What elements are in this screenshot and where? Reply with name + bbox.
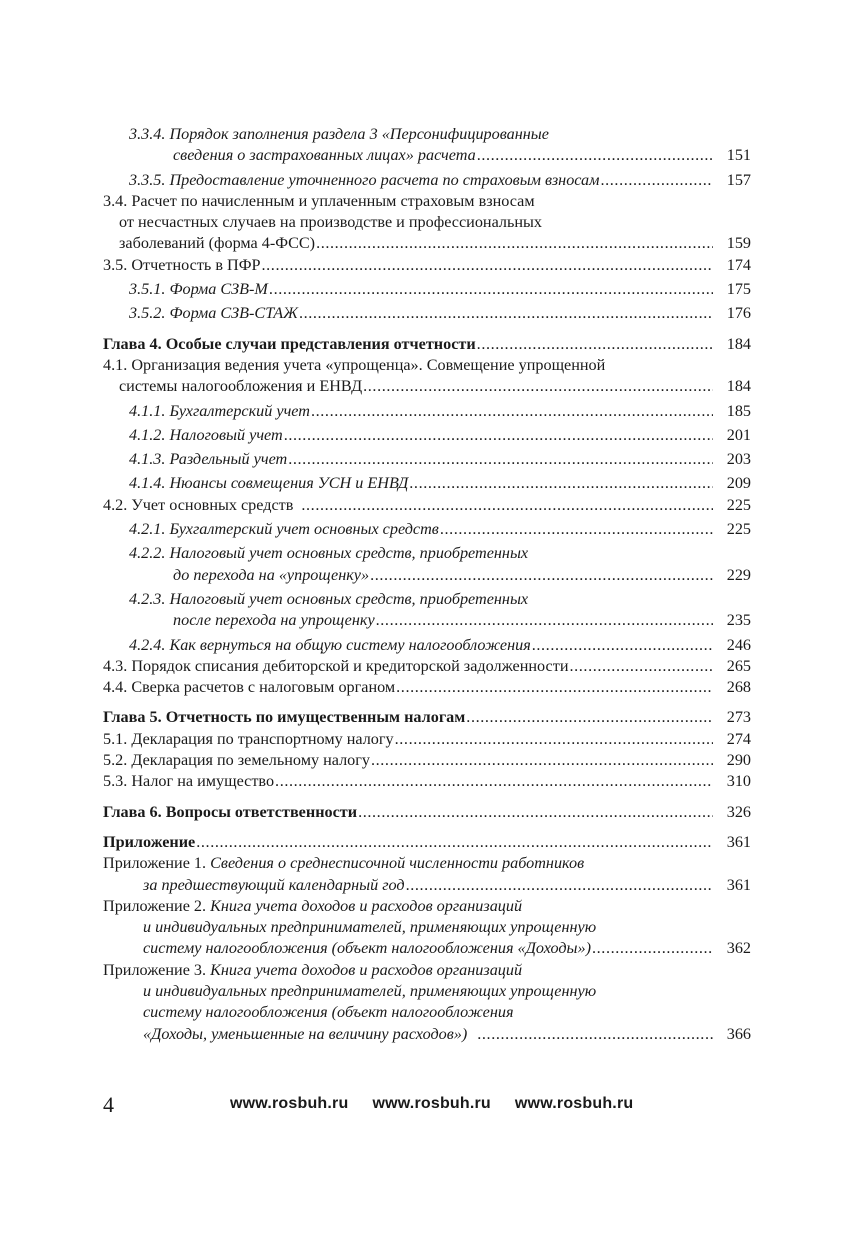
toc-entry-title: 4.2.1. Бухгалтерский учет основных средств [129, 520, 439, 539]
toc-chapter [103, 832, 751, 853]
toc-entry [103, 401, 751, 422]
toc-entry-title: системы налогообложения и ЕНВД [119, 377, 363, 396]
footer-url: www.rosbuh.ru [514, 1095, 634, 1112]
toc-page-number: 209 [726, 474, 751, 493]
toc-entry-title: 4.2. Учет основных средств [103, 495, 294, 514]
toc-entry-title: Книга учета доходов и расходов организаций [210, 896, 523, 915]
toc-entry [103, 635, 751, 656]
toc-chapter [103, 334, 751, 355]
toc-entry-title: 4.1.4. Нюансы совмещения УСН и ЕНВД [129, 474, 409, 493]
toc-entry-title: 4.3. Порядок списания дебиторской и кредиторской задолженности [103, 656, 569, 675]
toc-entry-title: 4.1.2. Налоговый учет [129, 425, 283, 444]
toc-entry-title: и индивидуальных предпринимателей, применяющих упрощенную [143, 918, 597, 937]
toc-entry-title: Сведения о среднесписочной численности работников [210, 854, 585, 873]
toc-entry [103, 677, 751, 698]
toc-page-number: 184 [726, 334, 751, 353]
toc-entry-title: 3.5.1. Форма СЗВ-М [129, 280, 268, 299]
toc-page-number: 274 [726, 729, 751, 748]
toc-page-number: 362 [726, 939, 751, 958]
toc-page-number: 176 [726, 304, 751, 323]
toc-entry [103, 519, 751, 540]
toc-entry [103, 750, 751, 771]
toc-entry [103, 279, 751, 300]
toc-page-number: 151 [726, 146, 751, 165]
toc-entry-title: заболеваний (форма 4-ФСС) [119, 234, 316, 253]
toc-entry [103, 543, 751, 586]
toc-page-number: 361 [726, 832, 751, 851]
toc-entry [103, 255, 751, 276]
toc-page-number: 174 [726, 255, 751, 274]
toc-entry [103, 495, 751, 516]
toc-entry-title: «Доходы, уменьшенные на величину расходов») [143, 1024, 468, 1043]
toc-page-number: 246 [726, 635, 751, 654]
toc-page-number: 290 [726, 751, 751, 770]
toc-page-number: 185 [726, 401, 751, 420]
toc-entry-title: 3.3.5. Предоставление уточненного расчета по страховым взносам [129, 170, 600, 189]
toc-entry-title: систему налогообложения (объект налогообложения [143, 1003, 514, 1022]
toc-entry [103, 170, 751, 191]
toc-appendix-label: Приложение 1. [103, 854, 211, 873]
toc-chapter-title: Глава 5. Отчетность по имущественным налогам [103, 708, 466, 727]
toc-entry [103, 303, 751, 324]
page-number: 4 [103, 1092, 114, 1117]
toc-entry-title: 5.3. Налог на имущество [103, 772, 275, 791]
toc-page-number: 184 [726, 377, 751, 396]
toc-entry [103, 355, 751, 398]
toc-page-number: 225 [726, 495, 751, 514]
footer-urls [230, 1095, 657, 1113]
toc-page-number: 175 [726, 280, 751, 299]
toc-chapter-title: Глава 4. Особые случаи представления отчетности [103, 334, 476, 353]
toc-chapter [103, 802, 751, 823]
toc-entry-title: 4.1.3. Раздельный учет [129, 450, 288, 469]
toc-page-number: 268 [726, 678, 751, 697]
toc-entry-title: 4.1.1. Бухгалтерский учет [129, 401, 310, 420]
toc-entry [103, 729, 751, 750]
toc-entry-title: 3.5. Отчетность в ПФР [103, 255, 261, 274]
toc-entry-title: 3.5.2. Форма СЗВ-СТАЖ [129, 304, 298, 323]
toc-page-number: 326 [726, 802, 751, 821]
toc-entry-title: 4.2.4. Как вернуться на общую систему налогообложения [129, 635, 531, 654]
toc-page-number: 366 [726, 1024, 751, 1043]
toc-entry [103, 124, 751, 167]
toc-page-number: 157 [726, 170, 751, 189]
toc-chapter-title: Глава 6. Вопросы ответственности [103, 802, 358, 821]
toc-entry-title: и индивидуальных предпринимателей, применяющих упрощенную [143, 981, 597, 1000]
toc-appendix-label: Приложение 2. [103, 896, 211, 915]
toc-page-number: 310 [726, 772, 751, 791]
toc-entry [103, 656, 751, 677]
toc-chapter [103, 707, 751, 728]
toc-entry-title: 4.2.2. Налоговый учет основных средств, приобретенных [129, 544, 529, 563]
toc-page-number: 203 [726, 450, 751, 469]
toc-entry [103, 191, 751, 255]
footer-url: www.rosbuh.ru [230, 1095, 349, 1112]
toc-entry-title: 5.2. Декларация по земельному налогу [103, 751, 370, 770]
toc-entry-title: 4.1. Организация ведения учета «упрощенца». Совмещение упрощенной [103, 355, 606, 374]
toc-page-number: 235 [726, 611, 751, 630]
toc-entry [103, 771, 751, 792]
toc-page-number: 159 [726, 234, 751, 253]
toc-entry-title: за предшествующий календарный год [143, 875, 405, 894]
toc-appendix [103, 960, 751, 1045]
toc-page-number: 361 [726, 875, 751, 894]
toc-appendix [103, 896, 751, 960]
toc-entry-title: до перехода на «упрощенку» [173, 565, 370, 584]
toc-appendix-label: Приложение 3. [103, 960, 211, 979]
toc-page-number: 265 [726, 656, 751, 675]
toc-entry-title: после перехода на упрощенку [173, 611, 375, 630]
toc-page-number: 225 [726, 520, 751, 539]
toc-entry [103, 589, 751, 632]
table-of-contents [103, 124, 751, 1045]
toc-chapter-title: Приложение [103, 832, 196, 851]
page-footer [103, 1092, 751, 1120]
toc-entry [103, 473, 751, 494]
toc-entry-title: систему налогообложения (объект налогообложения «Доходы») [143, 939, 591, 958]
toc-entry [103, 425, 751, 446]
footer-url: www.rosbuh.ru [372, 1095, 491, 1112]
toc-page-number: 201 [726, 425, 751, 444]
toc-entry-title: 3.4. Расчет по начисленным и уплаченным страховым взносам [103, 191, 535, 210]
toc-page-number: 229 [726, 565, 751, 584]
toc-entry [103, 449, 751, 470]
toc-entry-title: 4.2.3. Налоговый учет основных средств, приобретенных [129, 589, 529, 608]
toc-entry-title: 5.1. Декларация по транспортному налогу [103, 729, 394, 748]
toc-entry-title: Книга учета доходов и расходов организаций [210, 960, 523, 979]
toc-entry-title: от несчастных случаев на производстве и профессиональных [119, 213, 543, 232]
toc-entry-title: сведения о застрахованных лицах» расчета [173, 146, 476, 165]
toc-entry-title: 4.4. Сверка расчетов с налоговым органом [103, 678, 396, 697]
toc-appendix [103, 853, 751, 896]
toc-entry-title: 3.3.4. Порядок заполнения раздела 3 «Персонифицированные [129, 125, 549, 143]
toc-page-number: 273 [726, 708, 751, 727]
